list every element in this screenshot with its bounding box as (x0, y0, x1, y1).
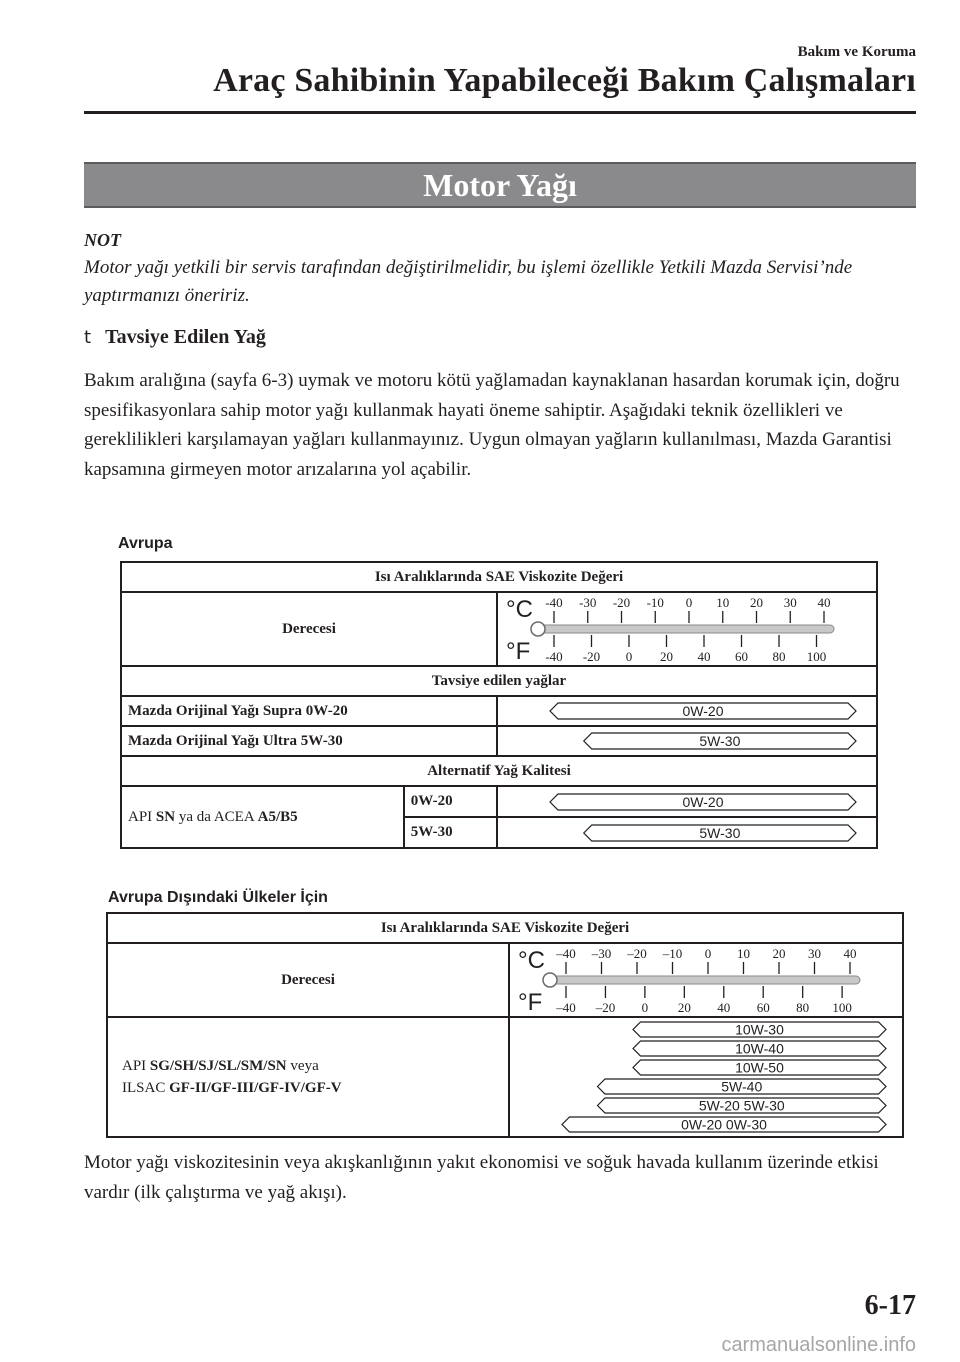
page-number: 6-17 (864, 1290, 916, 1321)
outside-europe-spec: API SG/SH/SJ/SL/SM/SN veya ILSAC GF-II/GF-III/GF-IV/GF-V (107, 1017, 509, 1137)
watermark: carmanualsonline.info (721, 1334, 916, 1356)
celsius-tick-label: –40 (556, 946, 576, 961)
viscosity-grade-label: 10W-40 (735, 1040, 784, 1057)
header-rule (84, 111, 916, 114)
note-heading: NOT (84, 230, 121, 250)
celsius-tick-label: 0 (685, 595, 693, 610)
celsius-tick-label: -20 (612, 595, 631, 610)
outside-europe-grade-ranges (510, 1018, 902, 1136)
europe-recommended-range-1 (498, 697, 876, 725)
europe-recommended-header: Tavsiye edilen yağlar (121, 666, 877, 696)
europe-alt-grade-2: 5W-30 (404, 817, 497, 848)
fahrenheit-tick-label: 100 (806, 649, 827, 664)
celsius-tick-label: 30 (783, 595, 797, 610)
celsius-tick-label: 10 (716, 595, 730, 610)
outside-europe-caption: Avrupa Dışındaki Ülkeler İçin (108, 889, 328, 906)
fahrenheit-tick-label: 80 (796, 1000, 810, 1015)
celsius-tick-label: –10 (662, 946, 683, 961)
fahrenheit-tick-label: 20 (677, 1000, 691, 1015)
fahrenheit-tick-label: 40 (717, 1000, 731, 1015)
fahrenheit-tick-label: –20 (595, 1000, 616, 1015)
header-section: Bakım ve Koruma (797, 44, 916, 60)
outside-europe-degree-label: Derecesi (107, 943, 509, 1017)
europe-alt-range-2 (498, 819, 876, 847)
celsius-tick-label: 20 (749, 595, 763, 610)
celsius-tick-label: –30 (591, 946, 612, 961)
viscosity-grade-label: 5W-30 (699, 824, 741, 841)
europe-recommended-oil-2: Mazda Orijinal Yağı Ultra 5W-30 (121, 726, 497, 756)
europe-table (120, 561, 878, 849)
europe-temp-scale-svg (498, 593, 876, 665)
section-bullet: t (84, 327, 92, 348)
fahrenheit-tick-label: –40 (556, 1000, 576, 1015)
fahrenheit-tick-label: -20 (582, 649, 601, 664)
thermometer-bulb (543, 973, 557, 987)
section-heading-text: Tavsiye Edilen Yağ (105, 326, 266, 348)
fahrenheit-tick-label: 60 (734, 649, 748, 664)
celsius-tick-label: 40 (843, 946, 857, 961)
fahrenheit-tick-label: 100 (832, 1000, 852, 1015)
europe-temp-scale (497, 592, 877, 666)
viscosity-grade-label: 0W-20 (682, 703, 724, 719)
header-chapter: Araç Sahibinin Yapabileceği Bakım Çalışmaları (213, 62, 916, 99)
outside-europe-table (106, 912, 904, 1138)
celsius-tick-label: –20 (627, 946, 647, 961)
note-text: Motor yağı yetkili bir servis tarafından değiştirilmelidir, bu işlemi özellikle Yetkili Mazda Servisi’nde yaptırmanızı öneririz. (84, 257, 853, 306)
fahrenheit-label: °F (518, 989, 543, 1016)
celsius-tick-label: -40 (545, 595, 563, 610)
viscosity-grade-label: 10W-30 (735, 1021, 784, 1038)
viscosity-grade-label: 10W-50 (735, 1059, 784, 1076)
celsius-tick-label: 10 (737, 946, 750, 961)
europe-table-title: Isı Aralıklarında SAE Viskozite Değeri (121, 562, 877, 592)
viscosity-grade-label: 0W-20 0W-30 (681, 1116, 767, 1133)
celsius-tick-label: 20 (772, 946, 786, 961)
fahrenheit-tick-label: 60 (756, 1000, 770, 1015)
celsius-tick-label: 30 (808, 946, 821, 961)
viscosity-grade-label: 5W-40 (721, 1078, 763, 1095)
page-title: Motor Yağı (84, 162, 916, 208)
fahrenheit-tick-label: 80 (772, 649, 786, 664)
closing-paragraph: Motor yağı viskozitesinin veya akışkanlığının yakıt ekonomisi ve soğuk havada kullanım üzerinde etkisi vardır (ilk çalıştırma ve yağ akışı). (84, 1152, 879, 1203)
europe-recommended-range-2 (498, 727, 876, 755)
europe-alt-header: Alternatif Yağ Kalitesi (121, 756, 877, 786)
fahrenheit-tick-label: 20 (659, 649, 673, 664)
fahrenheit-tick-label: 40 (697, 649, 711, 664)
celsius-tick-label: 40 (817, 595, 831, 610)
outside-europe-table-title: Isı Aralıklarında SAE Viskozite Değeri (107, 913, 903, 943)
body-paragraph: Bakım aralığına (sayfa 6-3) uymak ve motoru kötü yağlamadan kaynaklanan hasardan korumak için, doğru spesifikasyonlara sahip motor yağı kullanmak hayati öneme sahiptir. Aşağıdaki teknik özellikleri ve gereklilikleri karşılamayan yağları kullanmayınız. Uygun olmayan yağların kullanılması, Mazda Garantisi kapsamına girmeyen motor arızalarına yol açabilir. (84, 370, 900, 480)
viscosity-grade-label: 5W-20 5W-30 (698, 1097, 785, 1114)
europe-alt-grade-1: 0W-20 (404, 786, 497, 817)
fahrenheit-tick-label: 0 (641, 1000, 649, 1015)
outside-europe-temp-scale-svg (510, 944, 902, 1016)
celsius-tick-label: 0 (704, 946, 712, 961)
section-heading (84, 326, 266, 349)
fahrenheit-tick-label: -40 (545, 649, 563, 664)
europe-degree-label: Derecesi (121, 592, 497, 666)
europe-caption: Avrupa (118, 535, 173, 552)
celsius-label: °C (505, 596, 533, 623)
celsius-label: °C (518, 947, 545, 974)
viscosity-grade-label: 5W-30 (699, 733, 741, 749)
temperature-bar (538, 625, 834, 633)
celsius-tick-label: -30 (579, 595, 597, 610)
fahrenheit-tick-label: 0 (625, 649, 633, 664)
celsius-tick-label: -10 (646, 595, 664, 610)
europe-alt-spec: API SN ya da ACEA A5/B5 (121, 786, 404, 848)
europe-alt-range-1 (498, 788, 876, 816)
fahrenheit-label: °F (505, 638, 531, 665)
temperature-bar (550, 976, 860, 984)
thermometer-bulb (531, 622, 545, 636)
europe-recommended-oil-1: Mazda Orijinal Yağı Supra 0W-20 (121, 696, 497, 726)
viscosity-grade-label: 0W-20 (682, 793, 724, 810)
